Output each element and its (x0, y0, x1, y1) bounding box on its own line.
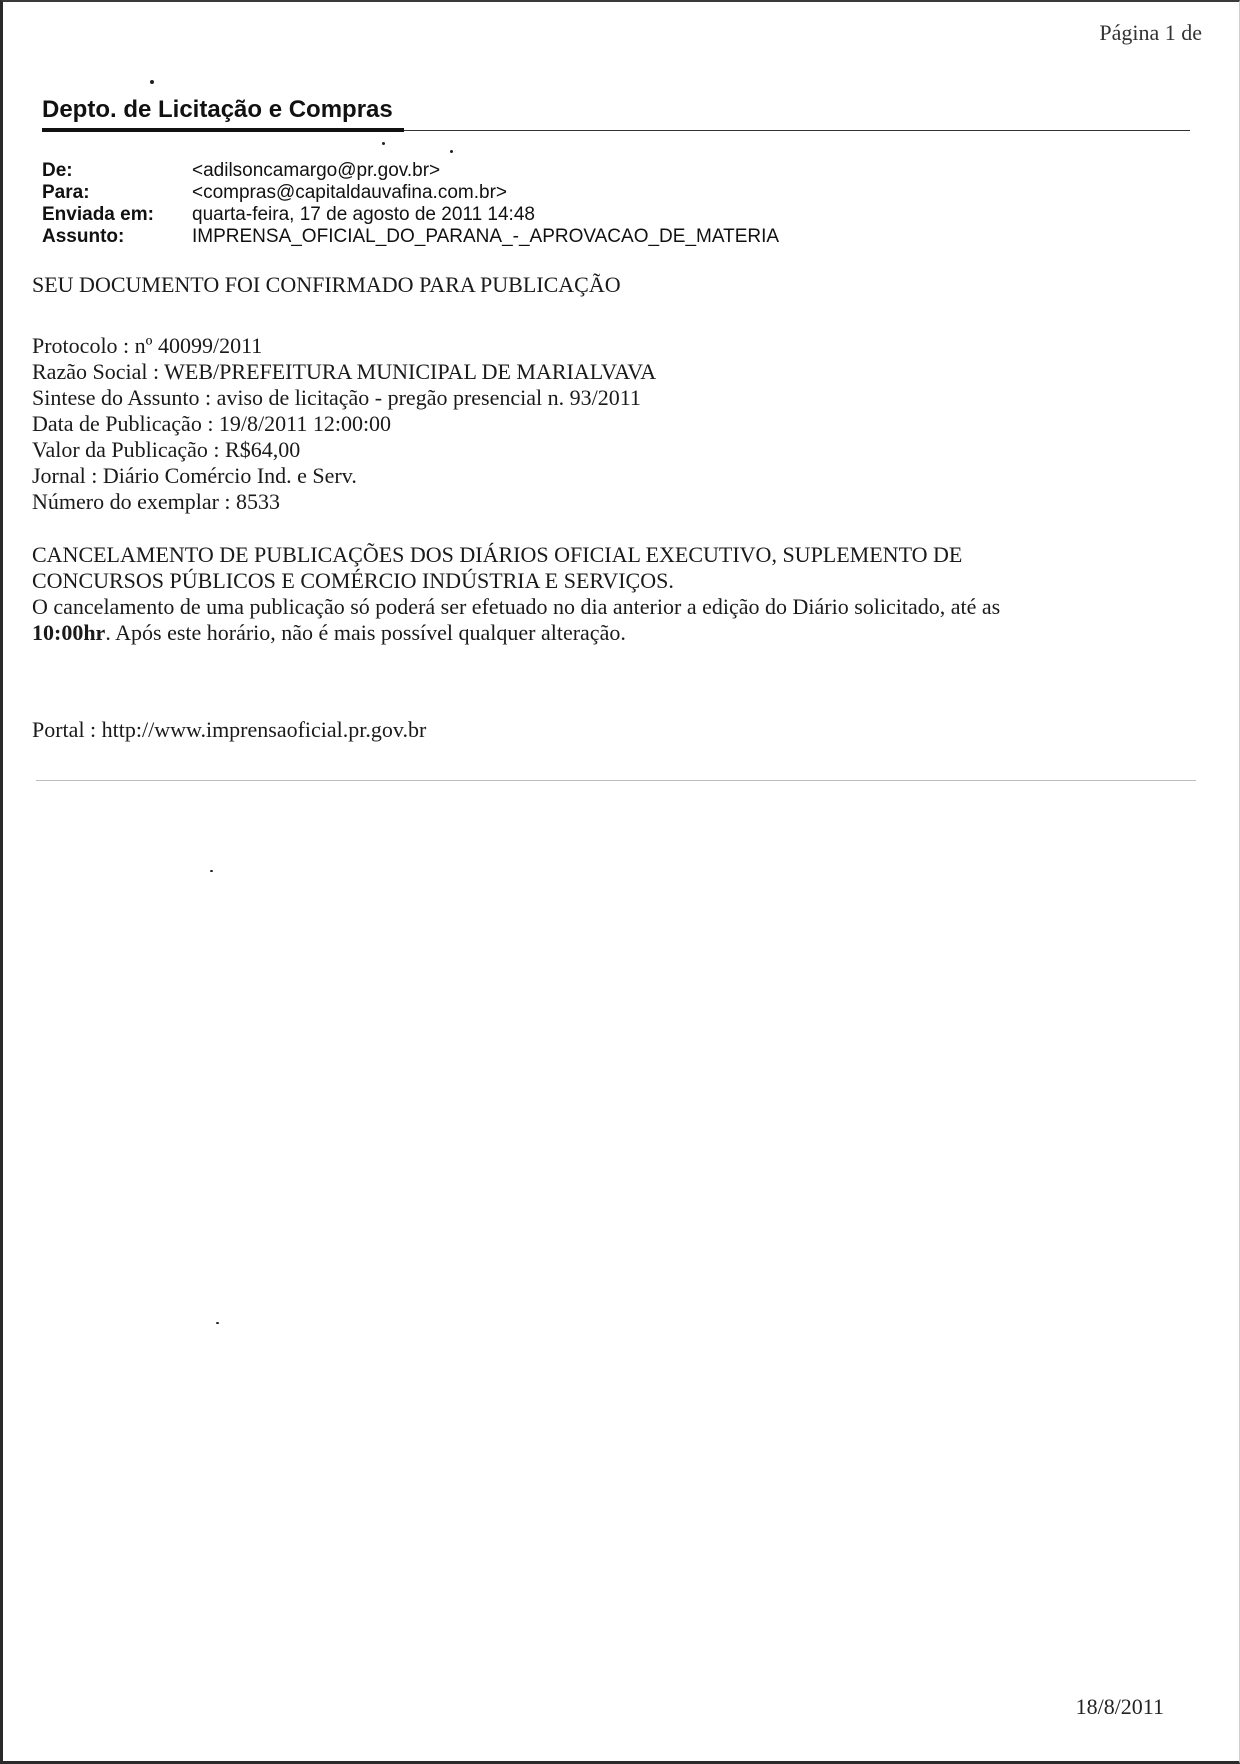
scan-speck (216, 1322, 219, 1324)
detail-publication-date: Data de Publicação : 19/8/2011 12:00:00 (32, 411, 392, 436)
detail-value: Valor da Publicação : R$64,00 (32, 437, 301, 462)
scan-speck (150, 80, 154, 84)
cancel-text-line2-wrap (32, 620, 1192, 646)
cancellation-notice (32, 542, 1192, 646)
confirmation-heading: SEU DOCUMENTO FOI CONFIRMADO PARA PUBLICAÇÃO (32, 272, 621, 297)
subject-row (42, 226, 779, 248)
to-value: <compras@capitaldauvafina.com.br> (192, 182, 508, 203)
subject-value: IMPRENSA_OFICIAL_DO_PARANA_-_APROVACAO_DE_MATERIA (192, 226, 780, 247)
department-title: Depto. de Licitação e Compras (42, 96, 393, 123)
from-label: De: (42, 160, 73, 181)
subject-label: Assunto: (42, 226, 125, 247)
scan-speck (210, 870, 213, 872)
detail-issue-number: Número do exemplar : 8533 (32, 489, 281, 514)
sent-row (42, 204, 779, 226)
from-value: <adilsoncamargo@pr.gov.br> (192, 160, 441, 181)
department-header (42, 96, 1190, 126)
detail-subject: Sintese do Assunto : aviso de licitação - pregão presencial n. 93/2011 (32, 385, 641, 410)
header-rule-bold (42, 128, 404, 132)
detail-company: Razão Social : WEB/PREFEITURA MUNICIPAL DE MARIALVAVA (32, 359, 657, 384)
page-indicator: Página 1 de (1099, 20, 1202, 45)
cancel-title-line1: CANCELAMENTO DE PUBLICAÇÕES DOS DIÁRIOS OFICIAL EXECUTIVO, SUPLEMENTO DE (32, 542, 963, 567)
sent-value: quarta-feira, 17 de agosto de 2011 14:48 (192, 204, 535, 225)
cancel-text-line2: . Após este horário, não é mais possível qualquer alteração. (105, 620, 626, 645)
from-row (42, 160, 779, 182)
scan-speck (450, 150, 453, 153)
to-row (42, 182, 779, 204)
detail-newspaper: Jornal : Diário Comércio Ind. e Serv. (32, 463, 357, 488)
cancel-text-line1: O cancelamento de uma publicação só poderá ser efetuado no dia anterior a edição do Diário solicitado, até as (32, 594, 1001, 619)
footer-rule (36, 780, 1196, 781)
portal-link[interactable]: Portal : http://www.imprensaoficial.pr.gov.br (32, 717, 427, 742)
cancel-deadline-time: 10:00hr (32, 620, 106, 645)
email-metadata (42, 160, 779, 248)
cancel-title-line2: CONCURSOS PÚBLICOS E COMÉRCIO INDÚSTRIA E SERVIÇOS. (32, 568, 674, 593)
publication-details (32, 333, 656, 515)
detail-protocol: Protocolo : nº 40099/2011 (32, 333, 263, 358)
to-label: Para: (42, 182, 90, 203)
footer-date: 18/8/2011 (1075, 1694, 1164, 1719)
scan-speck (382, 142, 385, 145)
sent-label: Enviada em: (42, 204, 154, 225)
